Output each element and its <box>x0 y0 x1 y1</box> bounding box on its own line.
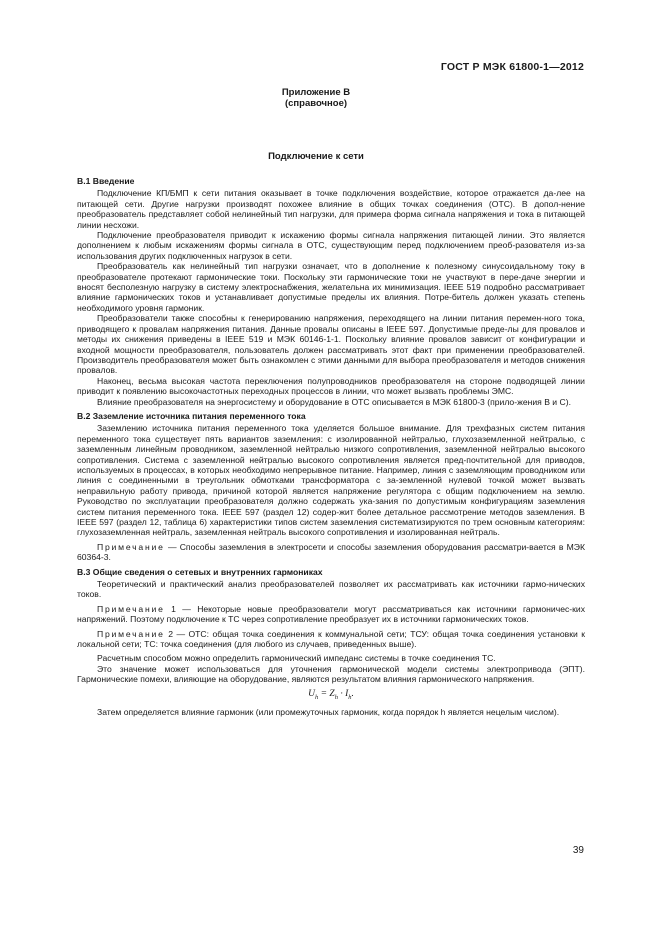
annex-subtitle: (справочное) <box>284 98 348 109</box>
formula-eq: = <box>318 688 330 699</box>
formula-end: . <box>351 688 354 699</box>
paragraph: Преобразователь как нелинейный тип нагрузки означает, что в дополнение к полезному синусоидальному току в преобразователе протекают гармонические токи. Поскольку эти гармонические токи не участвуют в пере-даче энергии и вносят бесполезную нагрузку в систему электроснабжения, желательна их минимизация. IEEE 519 подробно рассматривает влияние гармонических токов и устанавливает допустимые пределы их влияния. Потре-битель должен указать степень необходимого уровня гармоник. <box>77 261 585 313</box>
page-number: 39 <box>572 845 584 856</box>
note-text: 1 — Некоторые новые преобразователи могут рассматриваться как источники гармоничес-ких напряжений. Поэтому подключение к ТС через сопротивление преобразует их в источники гармонических токов. <box>77 603 585 625</box>
formula-u-sub: h <box>314 693 319 701</box>
document-body <box>77 176 585 717</box>
note-lead: Примечание <box>97 628 165 639</box>
paragraph: Наконец, весьма высокая частота переключения полупроводников преобразователя на стороне подводящей линии приводит к появлению высокочастотных переходных процессов в линии, что может вызвать проблемы ЭМС. <box>77 375 585 397</box>
paragraph: Преобразователи также способны к генерированию напряжения, переходящего на линии питания перемен-ного тока, приводящего к провалам напряжения питания. Данные провалы описаны в IEEE 597. Допустимые преде-лы для провалов и методы их снижения приведены в IEEE 519 и МЭК 60146-1-1. Поскольку влияние провалов зависит от конфигурации и входной мощности преобразователя, пользователь должен рассматривать этот факт при применении преобразователей. Производитель преобразователя может быть ознакомлен с этими данными для выбора преобразователя и методов снижения провалов. <box>77 313 585 376</box>
paragraph: Расчетным способом можно определить гармонический импеданс системы в точке соединения ТС. <box>97 653 496 664</box>
formula-i: I <box>345 688 349 699</box>
note-text: 2 — ОТС: общая точка соединения к коммунальной сети; ТСУ: общая точка соединения установки к локальной сети; ТС: точка соединения (для любого из случаев, приведенных выше). <box>77 628 585 650</box>
note-text: — Способы заземления в электросети и способы заземления оборудования рассматри-вается в МЭК 60364-3. <box>77 541 585 563</box>
standard-header: ГОСТ Р МЭК 61800-1—2012 <box>440 61 584 73</box>
section-heading-b1: В.1 Введение <box>77 176 135 186</box>
formula-z: Z <box>329 688 335 699</box>
note <box>77 604 585 625</box>
formula-i-sub: h <box>348 693 352 701</box>
paragraph: Подключение КП/БМП к сети питания оказывает в точке подключения воздействие, которое отражается да-лее на питающей сети. Другие нагрузки производят похожее влияние в общих точках соединения (ОТС). В допол-нение преобразователь представляет собой нелинейный тип нагрузки, для примера форма сигнала напряжения и тока в питающей линии несхожи. <box>77 188 585 230</box>
note <box>77 542 585 563</box>
note <box>77 629 585 650</box>
paragraph: Влияние преобразователя на энергосистему и оборудование в ОТС описывается в МЭК 61800-3 (прило-жения В и С). <box>97 396 571 407</box>
section-heading-b2: В.2 Заземление источника питания переменного тока <box>77 410 306 421</box>
annex-title: Приложение В <box>281 87 351 98</box>
formula <box>77 689 585 703</box>
annex-heading <box>0 87 632 109</box>
formula-u: U <box>308 688 315 699</box>
note-lead: Примечание <box>97 541 165 552</box>
paragraph: Это значение может использоваться для уточнения гармонической модели системы электропривода (ЭПТ). Гармонические помехи, влияющие на оборудование, являются результатом влияния гармонического напряжения. <box>77 663 585 685</box>
formula-z-sub: h <box>334 693 338 701</box>
paragraph: Подключение преобразователя приводит к искажению формы сигнала напряжения питающей линии. Это является дополнением к любым искажениям формы сигнала в ОТС, существующим перед подключением преоб-разователя из-за использования других подключенных нагрузок в сети. <box>77 230 585 261</box>
note-lead: Примечание <box>97 603 165 614</box>
paragraph: Теоретический и практический анализ преобразователей позволяет их рассматривать как источники гармо-нических токов. <box>77 579 585 600</box>
section-heading-b3: В.3 Общие сведения о сетевых и внутренних гармониках <box>77 566 323 577</box>
paragraph: Заземлению источника питания переменного тока уделяется большое внимание. Для трехфазных систем питания переменного тока существует пять вариантов заземления: с изолированной нейтралью, глухозаземленной нейтралью, с заземленным линейным проводником, заземленной нейтралью низкого сопротивления, заземленной нейтралью высокого сопротивления. Система с заземленной нейтралью высокого сопротивления является пред-почтительной для приводов, используемых в процессах, в которых необходимо непрерывное питание. Например, линия с заземляющим проводником или линия с соединенными в треугольник обмотками трансформатора с за-земленной нулевой точкой может вызвать неправильную работу привода, причиной которой является напряжение регулятора с общим подключением на землю. Руководство по эксплуатации преобразователя должно содержать ука-зания по допустимым конфигурациям заземления систем питания переменного тока. IEEE 597 (раздел 12) содер-жит более детальное рассмотрение методов заземления. В IEEE 597 (раздел 12, таблица 6) характеристики типов систем заземления систематизируются по трем основным категориям: глухозаземленная нейтраль, заземленная нейтраль высокого сопротивления и изолированная нейтраль. <box>77 423 585 538</box>
formula-dot: · <box>337 688 346 699</box>
paragraph: Затем определяется влияние гармоник (или промежуточных гармоник, когда порядок h является нецелым числом). <box>97 706 560 717</box>
page-title: Подключение к сети <box>268 151 364 162</box>
